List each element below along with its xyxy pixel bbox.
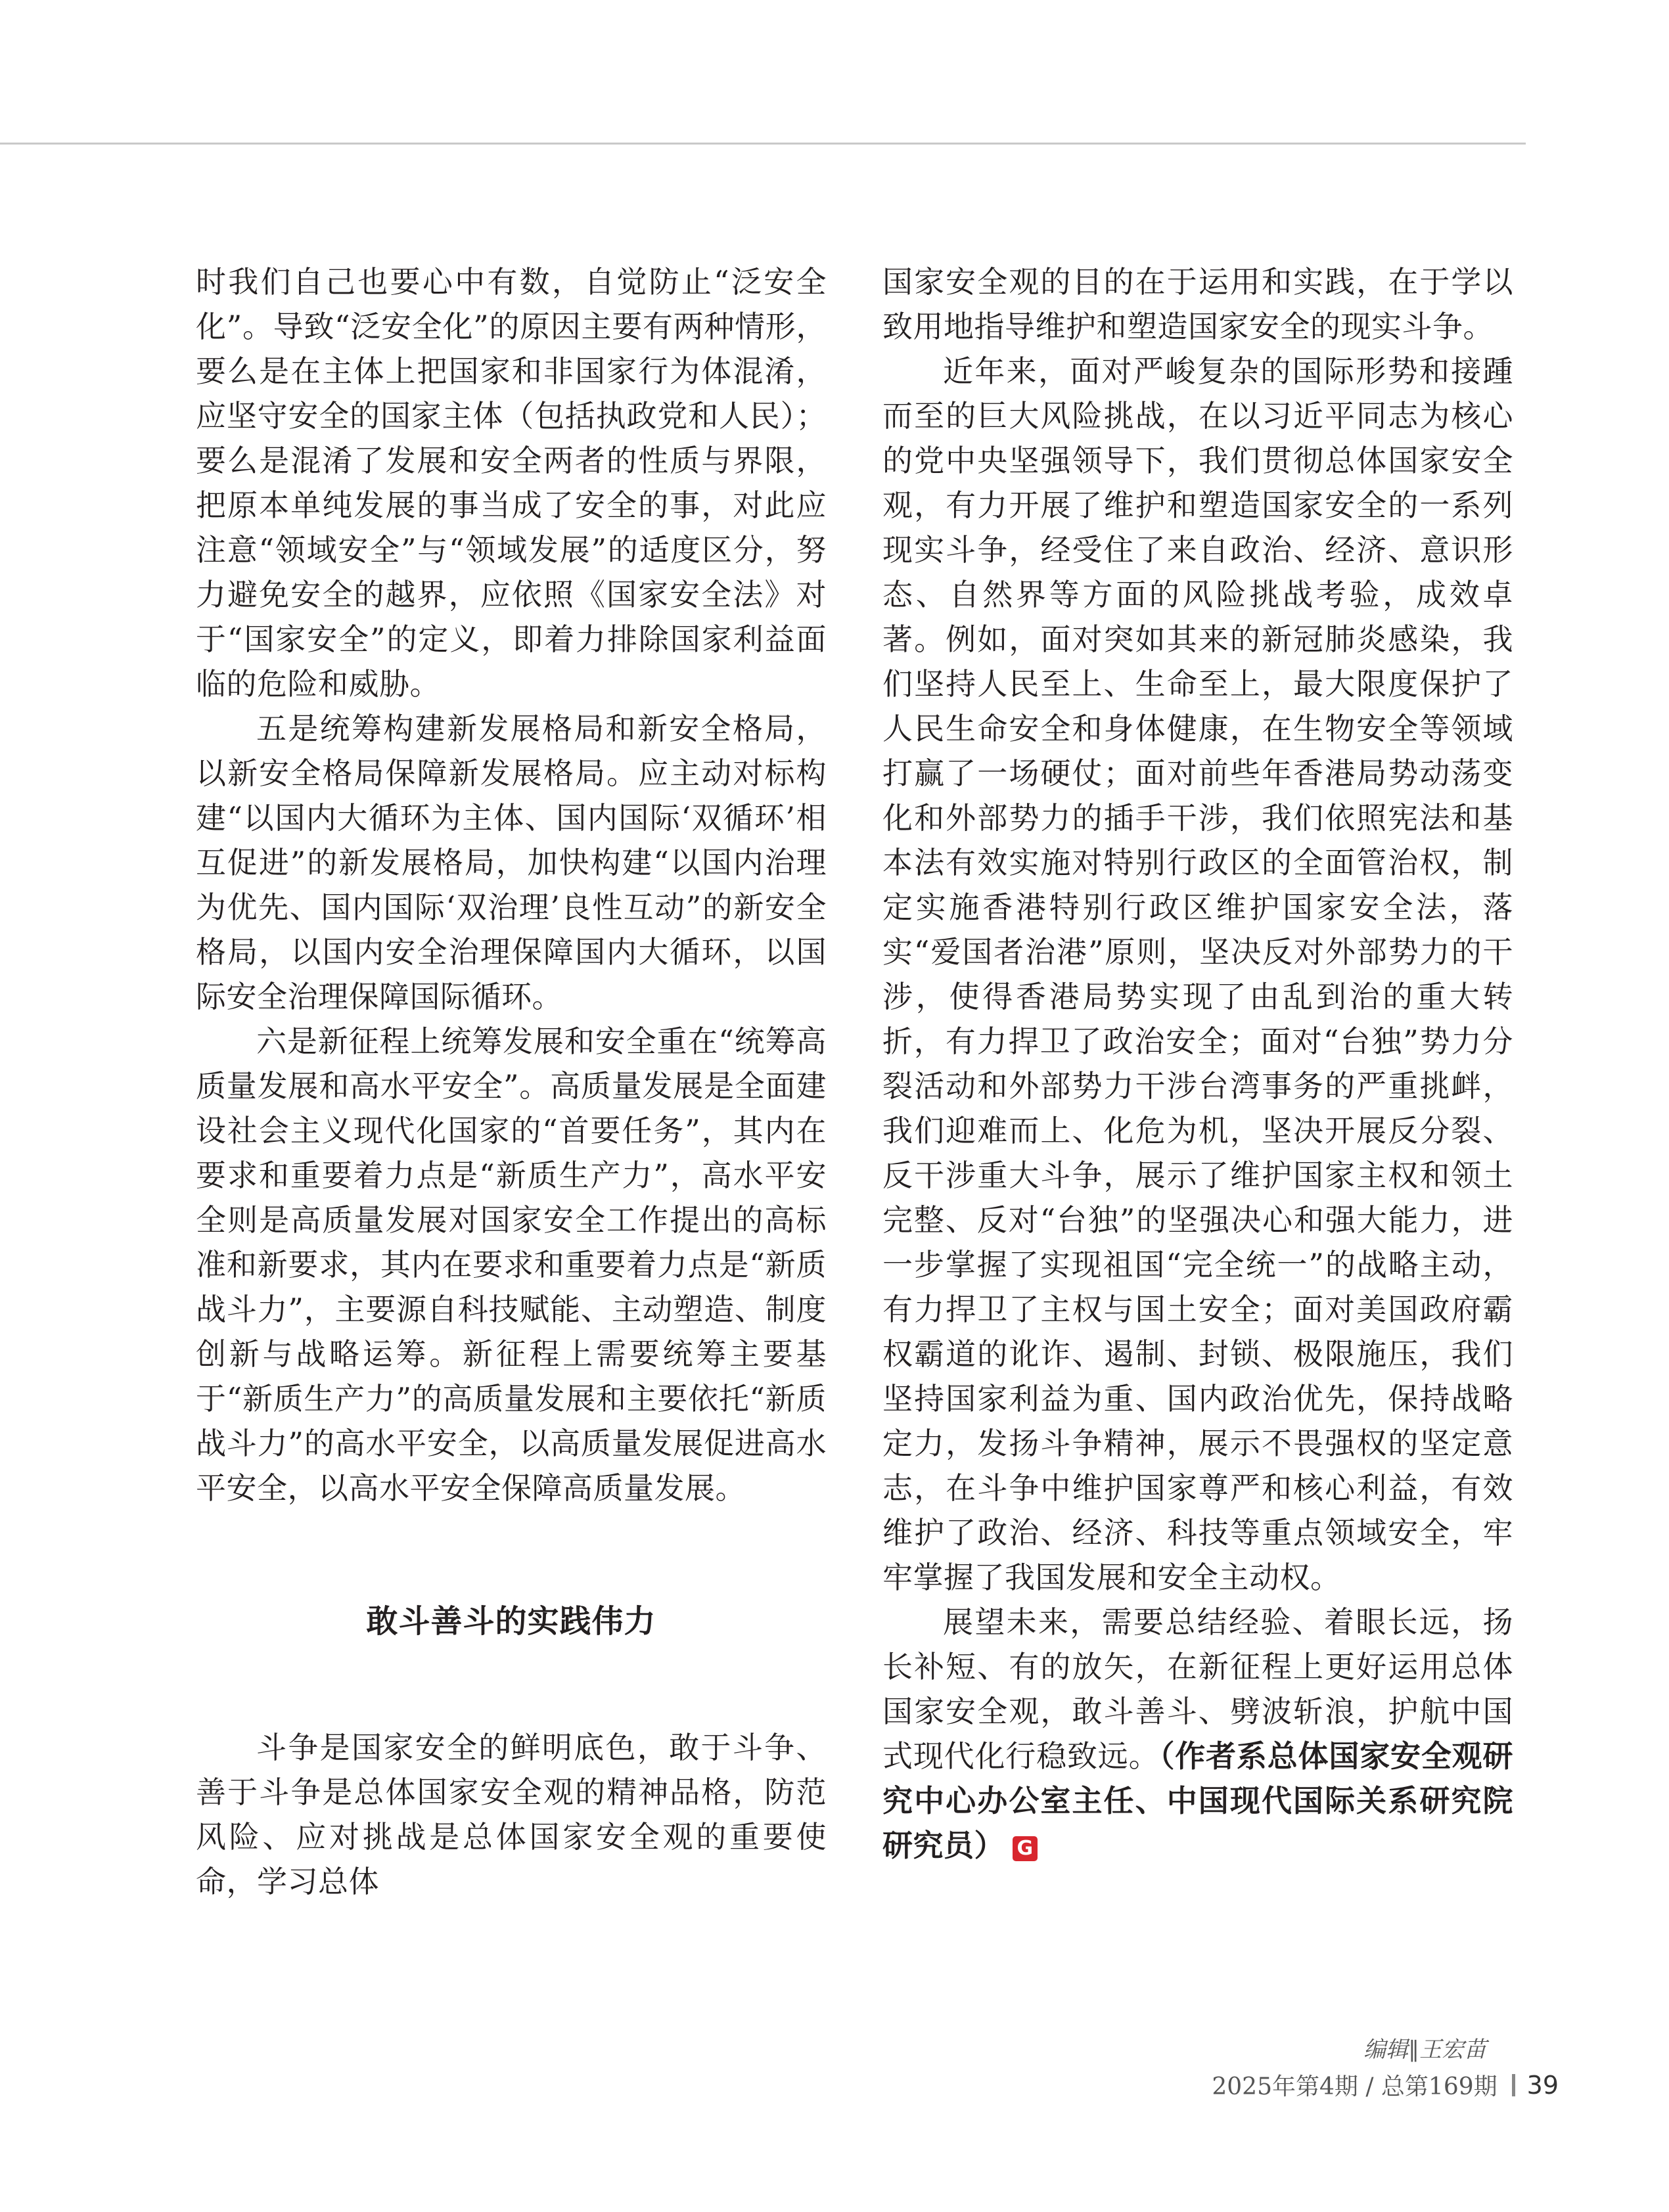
paragraph: 国家安全观的目的在于运用和实践，在于学以致用地指导维护和塑造国家安全的现实斗争。 bbox=[882, 264, 1513, 344]
section-heading: 敢斗善斗的实践伟力 bbox=[366, 1603, 656, 1640]
author-note: （作者系总体国家安全观研究中心办公室主任、中国现代国际关系研究院研究员） bbox=[882, 1738, 1514, 1863]
right-column bbox=[882, 260, 1513, 1868]
final-paragraph bbox=[882, 1600, 1513, 1868]
page-number: 39 bbox=[1526, 2070, 1559, 2100]
paragraph: 斗争是国家安全的鲜明底色，敢于斗争、善于斗争是总体国家安全观的精神品格，防范风险、应对挑战是总体国家安全观的重要使命，学习总体 bbox=[196, 1730, 827, 1899]
top-rule bbox=[0, 143, 1526, 145]
left-column bbox=[196, 260, 827, 1904]
footer-divider bbox=[1512, 2074, 1515, 2096]
editor-credit: 编辑∥王宏苗 bbox=[1363, 2037, 1486, 2063]
paragraph: 时我们自己也要心中有数，自觉防止“泛安全化”。导致“泛安全化”的原因主要有两种情形，要么是在主体上把国家和非国家行为体混淆，应坚守安全的国家主体（包括执政党和人民）；要么是混淆了发展和安全两者的性质与界限，把原本单纯发展的事当成了安全的事，对此应注意“领域安全”与“领域发展”的适度区分，努力避免安全的越界，应依照《国家安全法》对于“国家安全”的定义，即着力排除国家利益面临的危险和威胁。 bbox=[196, 264, 827, 702]
paragraph: 六是新征程上统筹发展和安全重在“统筹高质量发展和高水平安全”。高质量发展是全面建设社会主义现代化国家的“首要任务”，其内在要求和重要着力点是“新质生产力”，高水平安全则是高质量发展对国家安全工作提出的高标准和新要求，其内在要求和重要着力点是“新质战斗力”，主要源自科技赋能、主动塑造、制度创新与战略运筹。新征程上需要统筹主要基于“新质生产力”的高质量发展和主要依托“新质战斗力”的高水平安全，以高质量发展促进高水平安全，以高水平安全保障高质量发展。 bbox=[196, 1024, 827, 1506]
paragraph-text: 展望未来，需要总结经验、着眼长远，扬长补短、有的放矢，在新征程上更好运用总体国家安全观，敢斗善斗、劈波斩浪，护航中国式现代化行稳致远。 bbox=[882, 1604, 1513, 1774]
issue-info: 2025年第4期 / 总第169期 bbox=[1212, 2073, 1498, 2100]
magazine-logo-icon: G bbox=[1013, 1836, 1038, 1861]
page-footer bbox=[1212, 2068, 1559, 2102]
paragraph: 近年来，面对严峻复杂的国际形势和接踵而至的巨大风险挑战，在以习近平同志为核心的党中央坚强领导下，我们贯彻总体国家安全观，有力开展了维护和塑造国家安全的一系列现实斗争，经受住了来自政治、经济、意识形态、自然界等方面的风险挑战考验，成效卓著。例如，面对突如其来的新冠肺炎感染，我们坚持人民至上、生命至上，最大限度保护了人民生命安全和身体健康，在生物安全等领域打赢了一场硬仗；面对前些年香港局势动荡变化和外部势力的插手干涉，我们依照宪法和基本法有效实施对特别行政区的全面管治权，制定实施香港特别行政区维护国家安全法，落实“爱国者治港”原则，坚决反对外部势力的干涉，使得香港局势实现了由乱到治的重大转折，有力捍卫了政治安全；面对“台独”势力分裂活动和外部势力干涉台湾事务的严重挑衅，我们迎难而上、化危为机，坚决开展反分裂、反干涉重大斗争，展示了维护国家主权和领土完整、反对“台独”的坚强决心和强大能力，进一步掌握了实现祖国“完全统一”的战略主动，有力捍卫了主权与国土安全；面对美国政府霸权霸道的讹诈、遏制、封锁、极限施压，我们坚持国家利益为重、国内政治优先，保持战略定力，发扬斗争精神，展示不畏强权的坚定意志，在斗争中维护国家尊严和核心利益，有效维护了政治、经济、科技等重点领域安全，牢牢掌握了我国发展和安全主动权。 bbox=[882, 353, 1513, 1595]
paragraph: 五是统筹构建新发展格局和新安全格局，以新安全格局保障新发展格局。应主动对标构建“以国内大循环为主体、国内国际‘双循环’相互促进”的新发展格局，加快构建“以国内治理为优先、国内国际‘双治理’良性互动”的新安全格局，以国内安全治理保障国内大循环，以国际安全治理保障国际循环。 bbox=[196, 711, 827, 1014]
